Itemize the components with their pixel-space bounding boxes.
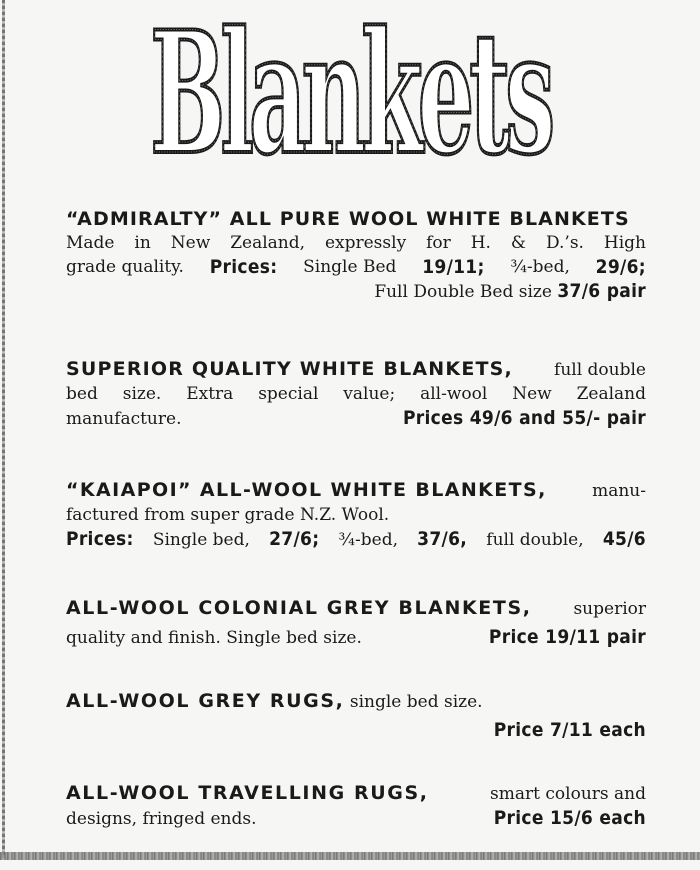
item-heading: ALL-WOOL GREY RUGS,: [66, 690, 345, 712]
prices-label: Prices:: [66, 528, 134, 550]
item-heading-row: [66, 478, 646, 503]
item-heading-row: [66, 781, 646, 806]
item-text: manu-: [592, 481, 646, 501]
item-line: [66, 255, 646, 279]
price-value: Prices 49/6 and 55/- pair: [402, 407, 646, 429]
item-text: quality and finish. Single bed size.: [66, 628, 362, 648]
item-heading: ALL-WOOL COLONIAL GREY BLANKETS,: [66, 597, 532, 619]
price-value: 29/6;: [595, 256, 646, 278]
item-kaiapoi: [66, 478, 646, 552]
item-heading: “ADMIRALTY” ALL PURE WOOL WHITE BLANKETS: [66, 208, 630, 230]
item-line: bed size. Extra special value; all-wool New Zealand: [66, 384, 646, 404]
title-svg: [140, 2, 560, 162]
price-value: Price 7/11 each: [493, 719, 646, 741]
price-value: 19/11;: [422, 256, 485, 278]
price-value: 37/6 pair: [557, 280, 646, 302]
item-line: factured from super grade N.Z. Wool.: [66, 505, 390, 525]
left-border-rule: [2, 0, 5, 858]
item-admiralty: [66, 207, 646, 304]
item-text: full double,: [486, 530, 584, 550]
item-text: single bed size.: [349, 692, 483, 712]
item-text: manufacture.: [66, 409, 182, 429]
item-text: ¾-bed,: [338, 530, 398, 550]
item-text: grade quality.: [66, 257, 184, 277]
item-line: [66, 527, 646, 552]
price-value: 45/6: [602, 528, 646, 550]
page-title: [140, 2, 560, 162]
item-text: smart colours and: [490, 784, 646, 804]
item-heading: “KAIAPOI” ALL-WOOL WHITE BLANKETS,: [66, 479, 547, 501]
item-heading-row: [66, 357, 646, 382]
price-value: 37/6,: [417, 528, 468, 550]
price-value: Price 19/11 pair: [488, 626, 646, 648]
item-colonial-grey: [66, 596, 646, 650]
title-text-shading: Blankets: [150, 2, 552, 162]
item-text: Single bed,: [152, 530, 250, 550]
title-text: Blankets: [150, 2, 552, 162]
item-heading: SUPERIOR QUALITY WHITE BLANKETS,: [66, 358, 513, 380]
item-text: Single Bed: [303, 257, 397, 277]
item-superior-quality: [66, 357, 646, 431]
item-text: Full Double Bed size: [374, 282, 552, 302]
item-heading: ALL-WOOL TRAVELLING RUGS,: [66, 782, 429, 804]
item-text: designs, fringed ends.: [66, 809, 257, 829]
item-text: full double: [554, 360, 646, 380]
item-heading-row: [66, 596, 646, 621]
item-line: [66, 718, 646, 743]
price-value: Price 15/6 each: [493, 807, 646, 829]
item-line: [66, 406, 646, 431]
item-line: [66, 625, 646, 650]
item-line: Made in New Zealand, expressly for H. & D.’s. High: [66, 233, 646, 253]
item-grey-rugs: [66, 689, 646, 743]
price-value: 27/6;: [269, 528, 320, 550]
item-line: [66, 806, 646, 831]
item-line: [66, 279, 646, 304]
item-text: superior: [573, 599, 646, 619]
item-travelling-rugs: [66, 781, 646, 831]
item-heading-row: [66, 689, 646, 714]
bottom-border-rule: [0, 852, 700, 860]
prices-label: Prices:: [209, 256, 278, 278]
item-text: ¾-bed,: [510, 257, 570, 277]
